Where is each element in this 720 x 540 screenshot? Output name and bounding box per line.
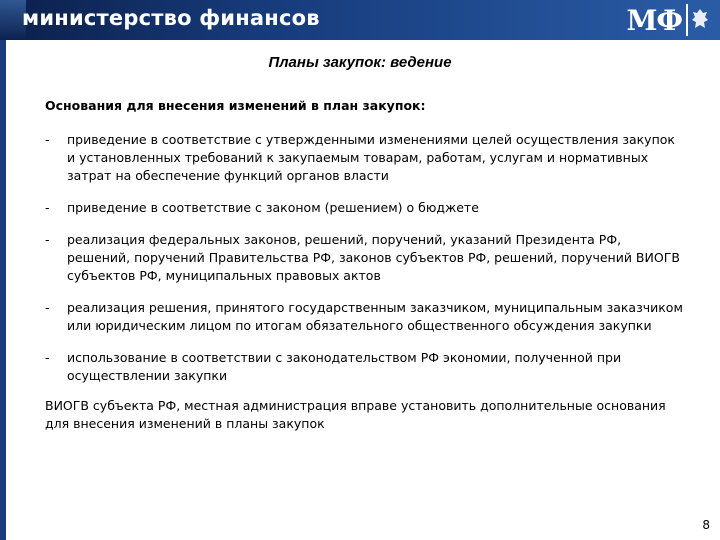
list-item: [45, 131, 685, 185]
list-bullet: -: [45, 200, 50, 215]
ministry-logo: [626, 2, 712, 38]
slide-content: [45, 97, 685, 433]
slide-title: Планы закупок: ведение: [268, 54, 452, 71]
ministry-title: министерство финансов: [22, 6, 320, 30]
list-item: [45, 299, 685, 335]
page-number: 8: [702, 518, 710, 532]
list-bullet: -: [45, 132, 50, 147]
list-item-text: приведение в соответствие с утвержденными изменениями целей осуществления закупок и установленных требований к закупаемым товарам, работам, услугам и нормативных затрат на обеспечение функций органов власти: [67, 132, 675, 183]
list-bullet: -: [45, 232, 50, 247]
side-accent-bar: [0, 40, 6, 540]
list-item-text: приведение в соответствие с законом (решением) о бюджете: [67, 200, 479, 215]
list-item: [45, 231, 685, 285]
slide-subtitle: Основания для внесения изменений в план закупок:: [45, 98, 426, 113]
list-bullet: -: [45, 350, 50, 365]
list-item-text: использование в соответствии с законодательством РФ экономии, полученной при осуществлении закупки: [67, 350, 622, 383]
list-item: [45, 199, 685, 217]
logo-text: МФ: [626, 3, 682, 37]
list-item-text: реализация федеральных законов, решений, поручений, указаний Президента РФ, решений, поручений Правительства РФ, законов субъектов РФ, решений, поручений ВИОГВ субъектов РФ, муниципальных правовых актов: [67, 232, 680, 283]
list-bullet: -: [45, 300, 50, 315]
emblem-icon: [686, 4, 712, 36]
footer-note: ВИОГВ субъекта РФ, местная администрация вправе установить дополнительные основания для внесения изменений в планы закупок: [45, 398, 666, 431]
header-banner: [0, 0, 720, 40]
list-item-text: реализация решения, принятого государственным заказчиком, муниципальным заказчиком или юридическим лицом по итогам обязательного общественного обсуждения закупки: [67, 300, 683, 333]
list-item: [45, 349, 685, 385]
